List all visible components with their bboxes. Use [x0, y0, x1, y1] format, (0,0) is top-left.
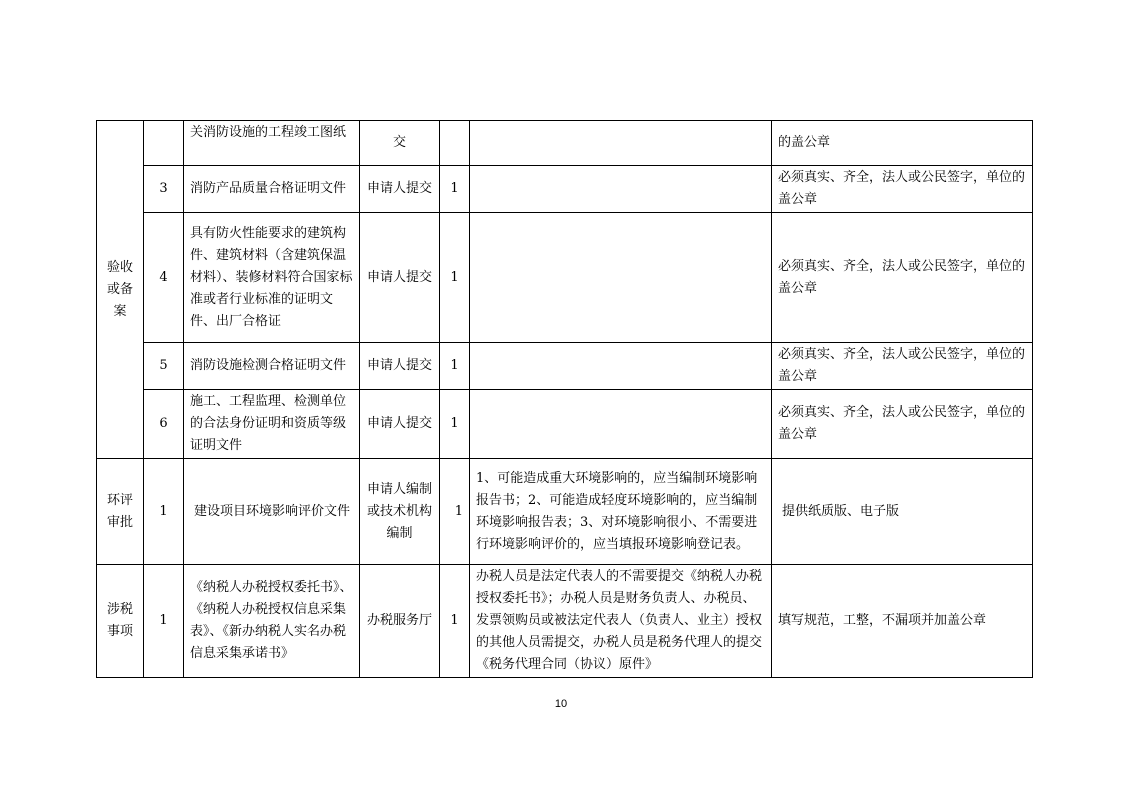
table-row: [97, 166, 1033, 213]
table-row: [97, 121, 1033, 166]
standard-text: [470, 166, 772, 213]
material-name: 消防产品质量合格证明文件: [184, 166, 360, 213]
remark-text: 必须真实、齐全，法人或公民签字，单位的盖公章: [772, 166, 1033, 213]
material-source: 交: [360, 121, 440, 166]
material-name: 建设项目环境影响评价文件: [184, 459, 360, 565]
copy-count: 1: [440, 343, 470, 390]
remark-text: 必须真实、齐全，法人或公民签字，单位的盖公章: [772, 390, 1033, 459]
remark-text: 提供纸质版、电子版: [772, 459, 1033, 565]
row-number: 3: [144, 166, 184, 213]
standard-text: 1、可能造成重大环境影响的，应当编制环境影响报告书；2、可能造成轻度环境影响的，应当编制环境影响报告表；3、对环境影响很小、不需要进行环境影响评价的，应当填报环境影响登记表。: [470, 459, 772, 565]
table-row: [97, 565, 1033, 678]
copy-count: 1: [440, 459, 470, 565]
copy-count: 1: [440, 390, 470, 459]
copy-count: 1: [440, 213, 470, 343]
copy-count: [440, 121, 470, 166]
copy-count: 1: [440, 166, 470, 213]
row-number: [144, 121, 184, 166]
table-row: [97, 390, 1033, 459]
remark-text: 必须真实、齐全，法人或公民签字，单位的盖公章: [772, 213, 1033, 343]
row-number: 1: [144, 565, 184, 678]
row-number: 4: [144, 213, 184, 343]
standard-text: [470, 121, 772, 166]
category-tax: 涉税事项: [97, 565, 144, 678]
material-name: 消防设施检测合格证明文件: [184, 343, 360, 390]
material-source: 申请人提交: [360, 166, 440, 213]
page-number: 10: [554, 698, 568, 710]
standard-text: [470, 343, 772, 390]
row-number: 5: [144, 343, 184, 390]
material-name: 关消防设施的工程竣工图纸: [184, 121, 360, 166]
category-acceptance: 验收或备案: [97, 121, 144, 459]
copy-count: 1: [440, 565, 470, 678]
category-env: 环评审批: [97, 459, 144, 565]
material-name: 施工、工程监理、检测单位的合法身份证明和资质等级证明文件: [184, 390, 360, 459]
remark-text: 的盖公章: [772, 121, 1033, 166]
table-row: [97, 343, 1033, 390]
material-name: 具有防火性能要求的建筑构件、建筑材料（含建筑保温材料）、装修材料符合国家标准或者行业标准的证明文件、出厂合格证: [184, 213, 360, 343]
material-source: 办税服务厅: [360, 565, 440, 678]
table-row: [97, 213, 1033, 343]
table-row: [97, 459, 1033, 565]
row-number: 1: [144, 459, 184, 565]
standard-text: 办税人员是法定代表人的不需要提交《纳税人办税授权委托书》；办税人员是财务负责人、办税员、发票领购员或被法定代表人（负责人、业主）授权的其他人员需提交，办税人员是税务代理人的提交《税务代理合同（协议）原件》: [470, 565, 772, 678]
requirements-table: [96, 120, 1033, 678]
row-number: 6: [144, 390, 184, 459]
remark-text: 填写规范，工整，不漏项并加盖公章: [772, 565, 1033, 678]
standard-text: [470, 213, 772, 343]
material-source: 申请人提交: [360, 343, 440, 390]
material-source: 申请人提交: [360, 213, 440, 343]
remark-text: 必须真实、齐全，法人或公民签字，单位的盖公章: [772, 343, 1033, 390]
material-name: 《纳税人办税授权委托书》、《纳税人办税授权信息采集表》、《新办纳税人实名办税信息采集承诺书》: [184, 565, 360, 678]
material-source: 申请人编制或技术机构编制: [360, 459, 440, 565]
standard-text: [470, 390, 772, 459]
material-source: 申请人提交: [360, 390, 440, 459]
